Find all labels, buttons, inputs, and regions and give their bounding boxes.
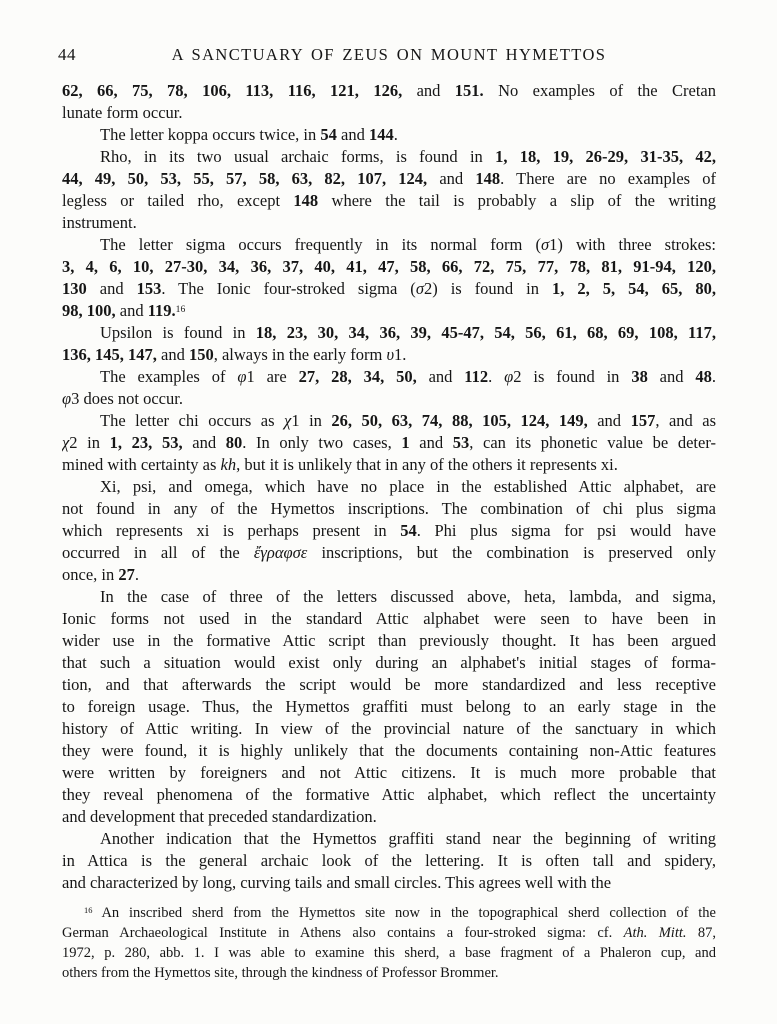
text-run: 148 xyxy=(293,191,319,210)
text-run: and xyxy=(86,279,137,298)
text-run: . xyxy=(488,367,505,386)
text-run: . In only two cases, xyxy=(242,433,402,452)
text-run: and xyxy=(336,125,369,144)
text-run: , always in the early form xyxy=(213,345,387,364)
text-line xyxy=(62,850,716,872)
text-line xyxy=(62,564,716,586)
text-run: . The Ionic four-stroked sigma ( xyxy=(161,279,416,298)
text-run: 27, 28, 34, 50, xyxy=(298,367,417,386)
text-run: others from the Hymettos site, through the kindness of Professor Brommer. xyxy=(62,965,499,981)
page-title: A SANCTUARY OF ZEUS ON MOUNT HYMETTOS xyxy=(171,45,607,64)
paragraph xyxy=(62,234,716,322)
text-run: 150 xyxy=(188,345,214,364)
text-line xyxy=(62,432,716,454)
text-run: and xyxy=(416,367,465,386)
text-run: χ xyxy=(62,433,70,452)
text-run: 119. xyxy=(147,301,176,320)
paragraph xyxy=(62,146,716,234)
text-run: and xyxy=(587,411,631,430)
text-run: 98, 100, xyxy=(62,301,116,320)
text-run: 87, xyxy=(686,925,716,941)
text-line xyxy=(62,762,716,784)
text-run: χ xyxy=(284,411,292,430)
text-line xyxy=(62,80,716,102)
running-head xyxy=(58,44,716,66)
text-run: and xyxy=(115,301,148,320)
text-run: Xi, psi, and omega, which have no place in the established Attic alphabet, are xyxy=(100,477,716,496)
text-line xyxy=(62,102,716,124)
text-run: which represents xi is perhaps present in xyxy=(62,521,401,540)
text-run: Upsilon is found in xyxy=(100,323,256,342)
text-line xyxy=(62,454,716,476)
text-run: and xyxy=(182,433,226,452)
text-line xyxy=(62,740,716,762)
text-run: 136, 145, 147, xyxy=(62,345,157,364)
text-line xyxy=(62,300,716,322)
text-line xyxy=(62,718,716,740)
text-run: No examples of the Cretan xyxy=(483,81,716,100)
text-run: 54 xyxy=(320,125,337,144)
text-run: wider use in the formative Attic script than previously thought. It has been argued xyxy=(62,631,716,650)
text-run: φ xyxy=(504,367,514,386)
text-run: 1. xyxy=(394,345,407,364)
text-run: 54 xyxy=(400,521,417,540)
text-run: σ xyxy=(415,279,424,298)
text-run: where the tail is probably a slip of the writing xyxy=(318,191,716,210)
text-run: 3 does not occur. xyxy=(71,389,183,408)
text-run: In the case of three of the letters discussed above, heta, lambda, and sigma, xyxy=(100,587,716,606)
text-line xyxy=(62,388,716,410)
text-run: 2 in xyxy=(69,433,110,452)
text-line xyxy=(62,344,716,366)
text-line xyxy=(62,608,716,630)
text-run: 148 xyxy=(475,169,501,188)
text-line xyxy=(62,190,716,212)
text-line xyxy=(62,923,716,943)
text-run: once, in xyxy=(62,565,119,584)
text-line xyxy=(62,903,716,923)
text-run: not found in any of the Hymettos inscriptions. The combination of chi plus sigma xyxy=(62,499,716,518)
text-run: υ xyxy=(386,345,395,364)
text-run: ἔγραφσε xyxy=(253,543,308,562)
text-line xyxy=(62,124,716,146)
text-run: German Archaeological Institute in Athens also contains a four-stroked sigma: cf. xyxy=(62,925,624,941)
text-run: 157 xyxy=(630,411,656,430)
text-line xyxy=(62,630,716,652)
text-line xyxy=(62,168,716,190)
text-run: and xyxy=(409,433,453,452)
text-run: The letter chi occurs as xyxy=(100,411,285,430)
page-number: 44 xyxy=(58,45,76,64)
text-run: and development that preceded standardization. xyxy=(62,807,377,826)
text-run: were written by foreigners and not Attic citizens. It is much more probable that xyxy=(62,763,716,782)
text-run: and xyxy=(402,81,455,100)
paragraph xyxy=(62,828,716,894)
text-run: 62, 66, 75, 78, 106, 113, 116, 121, 126, xyxy=(62,81,403,100)
text-run: that such a situation would exist only during an alphabet's initial stages of forma- xyxy=(62,653,716,672)
footnote-reference: 16 xyxy=(175,303,186,315)
text-run: 18, 23, 30, 34, 36, 39, 45-47, 54, 56, 61, 68, 69, 108, 117, xyxy=(255,323,716,342)
paragraph xyxy=(62,366,716,410)
paragraph xyxy=(62,124,716,146)
text-run: , but it is unlikely that in any of the others it represents xi. xyxy=(236,455,618,474)
paragraph xyxy=(62,586,716,828)
text-run: they were found, it is highly unlikely that the documents containing non-Attic features xyxy=(62,741,716,760)
text-run: 1 in xyxy=(291,411,332,430)
text-line xyxy=(62,498,716,520)
text-run: inscriptions, but the combination is preserved only xyxy=(307,543,716,562)
text-run: 1, 2, 5, 54, 65, 80, xyxy=(552,279,716,298)
text-run: σ xyxy=(541,235,550,254)
text-run: in Attica is the general archaic look of the lettering. It is often tall and spidery, xyxy=(62,851,716,870)
text-line xyxy=(62,674,716,696)
paragraph xyxy=(62,322,716,366)
paragraph xyxy=(62,903,716,983)
text-run: . xyxy=(711,367,716,386)
text-line xyxy=(62,652,716,674)
text-run: 38 xyxy=(631,367,648,386)
text-run: kh xyxy=(220,455,237,474)
text-run: , can its phonetic value be deter- xyxy=(469,433,716,452)
text-line xyxy=(62,146,716,168)
paragraph xyxy=(62,80,716,124)
text-line xyxy=(62,234,716,256)
text-run: The letter koppa occurs twice, in xyxy=(100,125,321,144)
text-run: 130 xyxy=(62,279,87,298)
text-run: . xyxy=(134,565,139,584)
text-run: Rho, in its two usual archaic forms, is found in xyxy=(100,147,496,166)
text-line xyxy=(62,586,716,608)
text-run: 1 xyxy=(401,433,410,452)
text-run: they reveal phenomena of the formative Attic alphabet, which reflect the uncertainty xyxy=(62,785,716,804)
text-run: . There are no examples of xyxy=(500,169,716,188)
text-line xyxy=(62,256,716,278)
text-run: mined with certainty as xyxy=(62,455,221,474)
text-run: 48 xyxy=(695,367,712,386)
text-run: 1, 23, 53, xyxy=(109,433,183,452)
text-run: 112 xyxy=(464,367,489,386)
text-run: 151. xyxy=(454,81,484,100)
text-run: , and as xyxy=(655,411,716,430)
text-line xyxy=(62,520,716,542)
text-run: 80 xyxy=(225,433,243,452)
footnote-reference: 16 xyxy=(84,906,93,916)
text-run: and xyxy=(156,345,189,364)
text-line xyxy=(62,784,716,806)
text-run: occurred in all of the xyxy=(62,543,254,562)
text-line xyxy=(62,322,716,344)
paragraph xyxy=(62,476,716,586)
text-line xyxy=(62,828,716,850)
text-run: 26, 50, 63, 74, 88, 105, 124, 149, xyxy=(331,411,588,430)
text-line xyxy=(62,366,716,388)
text-run: φ xyxy=(62,389,72,408)
text-run: 144 xyxy=(368,125,394,144)
text-line xyxy=(62,872,716,894)
text-run: 1972, p. 280, abb. 1. I was able to examine this sherd, a base fragment of a Phaleron cup, and xyxy=(62,945,716,961)
text-run: . Phi plus sigma for psi would have xyxy=(416,521,716,540)
text-run: 1 are xyxy=(246,367,299,386)
text-run: instrument. xyxy=(62,213,137,232)
text-run: . xyxy=(393,125,398,144)
text-run: Ath. Mitt. xyxy=(623,925,687,941)
text-line xyxy=(62,806,716,828)
text-run: lunate form occur. xyxy=(62,103,183,122)
text-line xyxy=(62,212,716,234)
text-run: 1, 18, 19, 26-29, 31-35, 42, xyxy=(495,147,716,166)
text-run: Another indication that the Hymettos graffiti stand near the beginning of writing xyxy=(100,829,716,848)
text-run: and xyxy=(647,367,696,386)
paragraph xyxy=(62,410,716,476)
text-run: 44, 49, 50, 53, 55, 57, 58, 63, 82, 107, 124, xyxy=(62,169,428,188)
text-run: 2 is found in xyxy=(513,367,632,386)
text-line xyxy=(62,476,716,498)
text-run: 53 xyxy=(452,433,470,452)
text-run: 2) is found in xyxy=(423,279,553,298)
text-run: and xyxy=(427,169,476,188)
text-run: to foreign usage. Thus, the Hymettos graffiti must belong to an early stage in the xyxy=(62,697,716,716)
text-run: legless or tailed rho, except xyxy=(62,191,294,210)
text-line xyxy=(62,410,716,432)
footnote xyxy=(62,903,716,983)
text-line xyxy=(62,278,716,300)
text-line xyxy=(62,963,716,983)
text-run: and characterized by long, curving tails and small circles. This agrees well with the xyxy=(62,873,612,892)
text-line xyxy=(62,696,716,718)
text-run: tion, and that afterwards the script would be more standardized and less receptive xyxy=(62,675,716,694)
text-run: 27 xyxy=(118,565,135,584)
text-line xyxy=(62,943,716,963)
text-run: 3, 4, 6, 10, 27-30, 34, 36, 37, 40, 41, 47, 58, 66, 72, 75, 77, 78, 81, 91-94, 120, xyxy=(62,257,716,276)
body-text xyxy=(62,80,716,894)
text-run: history of Attic writing. In view of the provincial nature of the sanctuary in which xyxy=(62,719,716,738)
text-run: The letter sigma occurs frequently in its normal form ( xyxy=(100,235,541,254)
text-run: An inscribed sherd from the Hymettos site now in the topographical sherd collection of the xyxy=(92,905,716,921)
text-run: The examples of xyxy=(100,367,238,386)
text-line xyxy=(62,542,716,564)
text-run: 1) with three strokes: xyxy=(549,235,716,254)
text-run: φ xyxy=(237,367,247,386)
text-run: 153 xyxy=(136,279,162,298)
text-run: Ionic forms not used in the standard Attic alphabet were seen to have been in xyxy=(62,609,716,628)
